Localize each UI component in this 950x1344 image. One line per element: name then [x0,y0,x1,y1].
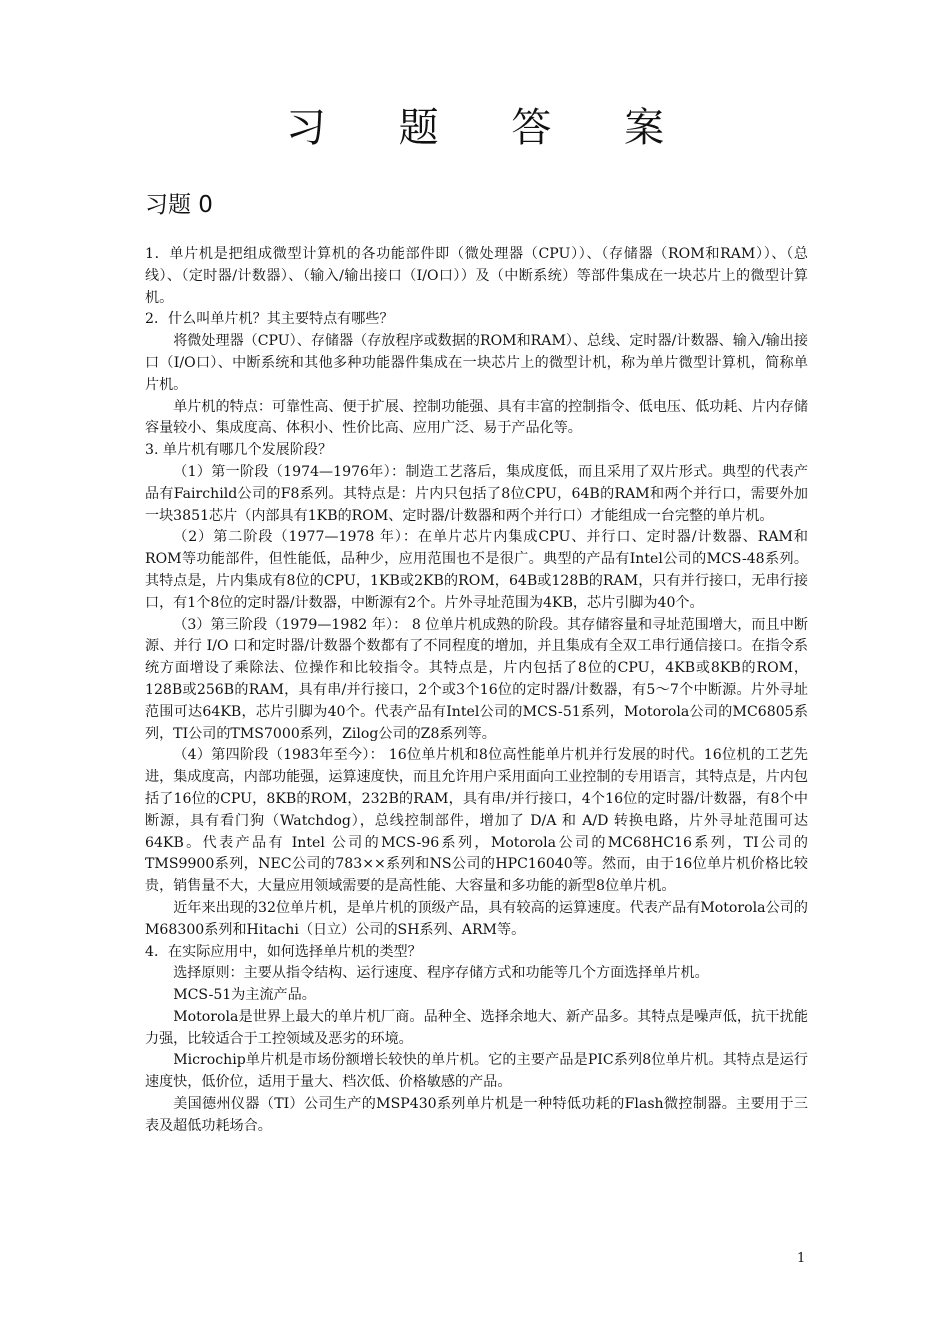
paragraph: 1．单片机是把组成微型计算机的各功能部件即（微处理器（CPU））、（存储器（ROM和RAM））、（总线）、（定时器/计数器）、（输入/输出接口（I/O口））及（中断系统）等部件集成在一块芯片上的微型计算机。 [145,246,808,306]
page-number: 1 [797,1251,806,1266]
document-title: 习 题 答 案 [285,105,695,151]
paragraph: 美国德州仪器（TI）公司生产的MSP430系列单片机是一种特低功耗的Flash微控制器。主要用于三表及超低功耗场合。 [145,1096,808,1134]
question: 3. 单片机有哪几个发展阶段？ [145,442,333,459]
paragraph: MCS-51为主流产品。 [173,987,316,1004]
question: 2．什么叫单片机？其主要特点有哪些？ [145,311,394,328]
paragraph: 单片机的特点：可靠性高、便于扩展、控制功能强、具有丰富的控制指令、低电压、低功耗、片内存储容量较小、集成度高、体积小、性价比高、应用广泛、易于产品化等。 [145,398,808,437]
paragraph: （4）第四阶段（1983年至今）： 16位单片机和8位高性能单片机并行发展的时代。16位机的工艺先进，集成度高，内部功能强，运算速度快，而且允许用户采用面向工业控制的专用语言，其特点是，片内包括了16位的CPU，8KB的ROM，232B的RAM，具有串/并行接口，4个16位的定时器/计数器，有8个中断源，具有看门狗（Watchdog），总线控制部件，增加了 D/A 和 A/D 转换电路，片外寻址范围可达 64KB。代表产品有 Intel 公司的MCS-96系列，Motorola公司的MC68HC16系列，TI公司的TMS9900系列，NEC公司的783××系列和NS公司的HPC16040等。然而，由于16位单片机价格比较贵，销售量不大，大量应用领域需要的是高性能、大容量和多功能的新型8位单片机。 [145,747,808,895]
paragraph: （3）第三阶段（1979—1982 年）： 8 位单片机成熟的阶段。其存储容量和寻址范围增大，而且中断源、并行 I/O 口和定时器/计数器个数都有了不同程度的增加，并且集成有全双工串行通信接口。在指令系统方面增设了乘除法、位操作和比较指令。其特点是，片内包括了8位的CPU，4KB或8KB的ROM，128B或256B的RAM，具有串/并行接口，2个或3个16位的定时器/计数器，有5～7个中断源。片外寻址范围可达64KB，芯片引脚为40个。代表产品有Intel公司的MCS-51系列，Motorola公司的MC6805系列，TI公司的TMS7000系列，Zilog公司的Z8系列等。 [145,616,808,742]
paragraph: （1）第一阶段（1974—1976年）：制造工艺落后，集成度低，而且采用了双片形式。典型的代表产品有Fairchild公司的F8系列。其特点是：片内只包括了8位CPU，64B的RAM和两个并行口，需要外加一块3851芯片（内部具有1KB的ROM、定时器/计数器和两个并行口）才能组成一台完整的单片机。 [145,463,808,524]
paragraph: 将微处理器（CPU）、存储器（存放程序或数据的ROM和RAM）、总线、定时器/计数器、输入/输出接口（I/O口）、中断系统和其他多种功能器件集成在一块芯片上的微型计机，称为单片微型计算机，简称单片机。 [145,333,808,393]
paragraph: 选择原则：主要从指令结构、运行速度、程序存储方式和功能等几个方面选择单片机。 [173,965,709,982]
body-text [145,244,808,1138]
paragraph: Microchip单片机是市场份额增长较快的单片机。它的主要产品是PIC系列8位单片机。其特点是运行速度快，低价位，适用于量大、档次低、价格敏感的产品。 [145,1052,808,1091]
paragraph: Motorola是世界上最大的单片机厂商。品种全、选择余地大、新产品多。其特点是噪声低，抗干扰能力强，比较适合于工控领域及恶劣的环境。 [145,1008,808,1047]
question: 4．在实际应用中，如何选择单片机的类型？ [145,943,422,960]
section-heading: 习题 0 [145,192,213,218]
paragraph: 近年来出现的32位单片机，是单片机的顶级产品，具有较高的运算速度。代表产品有Motorola公司的M68300系列和Hitachi（日立）公司的SH系列、ARM等。 [145,899,808,938]
paragraph: （2）第二阶段（1977—1978 年）：在单片芯片内集成CPU、并行口、定时器/计数器、RAM和ROM等功能部件，但性能低，品种少，应用范围也不是很广。典型的产品有Intel公司的MCS-48系列。其特点是，片内集成有8位的CPU，1KB或2KB的ROM，64B或128B的RAM，只有并行接口，无串行接口，有1个8位的定时器/计数器，中断源有2个。片外寻址范围为4KB，芯片引脚为40个。 [145,529,808,611]
